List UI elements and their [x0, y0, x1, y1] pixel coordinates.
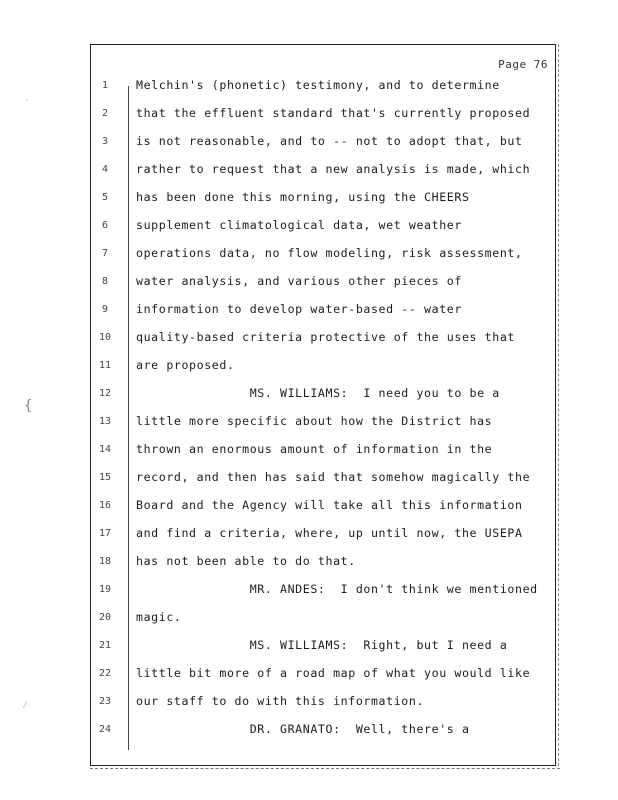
transcript-line	[90, 412, 556, 440]
line-text: MS. WILLIAMS: Right, but I need a	[136, 638, 508, 652]
right-margin-rule	[558, 44, 559, 766]
line-number: 16	[98, 500, 112, 511]
transcript-line	[90, 384, 556, 412]
transcript-line	[90, 552, 556, 580]
transcript-lines	[90, 76, 556, 748]
line-number: 15	[98, 472, 112, 483]
scan-artifact-bracket: {	[24, 398, 33, 414]
bottom-rule	[90, 768, 560, 769]
transcript-line	[90, 468, 556, 496]
line-number: 6	[101, 220, 109, 231]
transcript-line	[90, 636, 556, 664]
line-number: 20	[98, 612, 112, 623]
line-text: little more specific about how the District has	[136, 414, 493, 428]
line-number: 9	[101, 304, 109, 315]
line-number: 2	[101, 108, 109, 119]
line-text: little bit more of a road map of what you would like	[136, 666, 531, 680]
line-number: 10	[98, 332, 112, 343]
line-number: 4	[101, 164, 109, 175]
transcript-line	[90, 160, 556, 188]
transcript-line	[90, 328, 556, 356]
line-text: MS. WILLIAMS: I need you to be a	[136, 386, 500, 400]
line-number: 11	[98, 360, 112, 371]
line-text: magic.	[136, 610, 182, 624]
line-text: record, and then has said that somehow magically the	[136, 470, 531, 484]
transcript-line	[90, 692, 556, 720]
line-number: 8	[101, 276, 109, 287]
line-number: 1	[101, 80, 109, 91]
line-text: that the effluent standard that's currently proposed	[136, 106, 531, 120]
page-number: Page 76	[498, 58, 548, 71]
transcript-line	[90, 356, 556, 384]
transcript-line	[90, 524, 556, 552]
scan-speck: ·	[24, 96, 30, 106]
line-number: 5	[101, 192, 109, 203]
transcript-line	[90, 76, 556, 104]
line-text: MR. ANDES: I don't think we mentioned	[136, 582, 538, 596]
transcript-line	[90, 440, 556, 468]
line-number: 24	[98, 724, 112, 735]
transcript-line	[90, 720, 556, 748]
transcript-line	[90, 104, 556, 132]
transcript-line	[90, 664, 556, 692]
line-number: 12	[98, 388, 112, 399]
line-text: Board and the Agency will take all this information	[136, 498, 523, 512]
line-number: 22	[98, 668, 112, 679]
scan-artifact-mark: ⁄	[22, 700, 29, 711]
line-text: thrown an enormous amount of information in the	[136, 442, 493, 456]
line-text: Melchin's (phonetic) testimony, and to determine	[136, 78, 500, 92]
line-number: 3	[101, 136, 109, 147]
line-text: our staff to do with this information.	[136, 694, 425, 708]
transcript-line	[90, 216, 556, 244]
line-text: DR. GRANATO: Well, there's a	[136, 722, 470, 736]
transcript-line	[90, 496, 556, 524]
line-text: has been done this morning, using the CHEERS	[136, 190, 470, 204]
line-text: information to develop water-based -- water	[136, 302, 462, 316]
line-text: is not reasonable, and to -- not to adopt that, but	[136, 134, 523, 148]
line-number: 21	[98, 640, 112, 651]
line-text: quality-based criteria protective of the uses that	[136, 330, 516, 344]
line-number: 19	[98, 584, 112, 595]
transcript-line	[90, 580, 556, 608]
line-text: and find a criteria, where, up until now, the USEPA	[136, 526, 523, 540]
line-text: rather to request that a new analysis is made, which	[136, 162, 531, 176]
line-number: 23	[98, 696, 112, 707]
transcript-line	[90, 608, 556, 636]
transcript-line	[90, 300, 556, 328]
line-number: 18	[98, 556, 112, 567]
line-text: water analysis, and various other pieces of	[136, 274, 462, 288]
transcript-line	[90, 272, 556, 300]
transcript-line	[90, 244, 556, 272]
transcript-line	[90, 188, 556, 216]
line-number: 14	[98, 444, 112, 455]
line-text: operations data, no flow modeling, risk assessment,	[136, 246, 523, 260]
transcript-line	[90, 132, 556, 160]
line-number: 17	[98, 528, 112, 539]
line-number: 7	[101, 248, 109, 259]
line-text: are proposed.	[136, 358, 235, 372]
line-text: supplement climatological data, wet weather	[136, 218, 462, 232]
line-text: has not been able to do that.	[136, 554, 356, 568]
line-number: 13	[98, 416, 112, 427]
